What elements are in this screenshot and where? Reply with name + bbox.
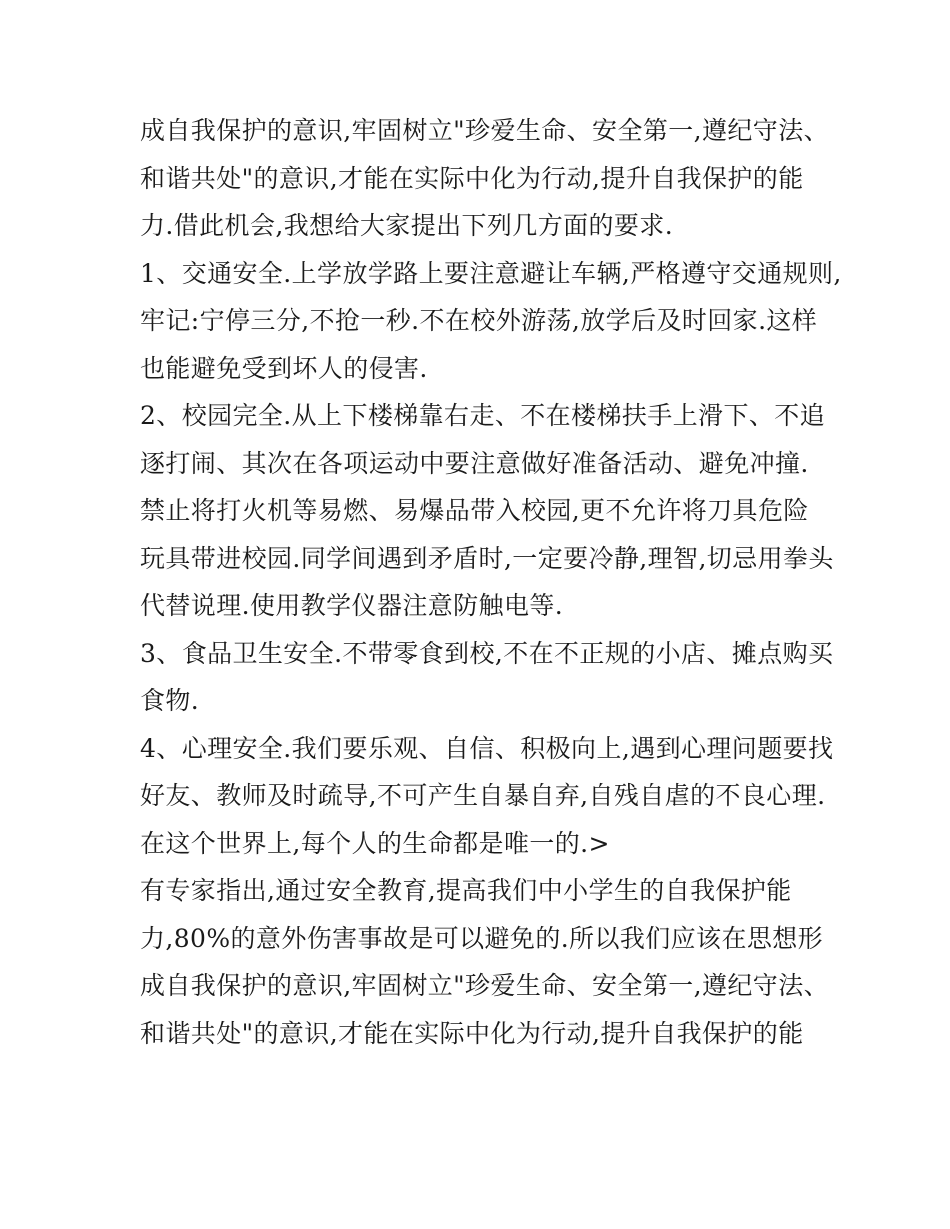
text-line: 逐打闹、其次在各项运动中要注意做好准备活动、避免冲撞. <box>140 448 809 478</box>
text-line: 力,80%的意外伤害事故是可以避免的.所以我们应该在思想形 <box>140 923 824 953</box>
document-body <box>140 107 842 1057</box>
text-line: 玩具带进校园.同学间遇到矛盾时,一定要冷静,理智,切忌用拳头 <box>140 543 834 573</box>
text-line: 和谐共处"的意识,才能在实际中化为行动,提升自我保护的能 <box>140 163 804 193</box>
text-line: 食物. <box>140 686 200 715</box>
text-line: 2、校园完全.从上下楼梯靠右走、不在楼梯扶手上滑下、不追 <box>140 401 826 430</box>
text-line: 力.借此机会,我想给大家提出下列几方面的要求. <box>140 211 674 240</box>
text-line: 好友、教师及时疏导,不可产生自暴自弃,自残自虐的不良心理. <box>140 781 826 810</box>
text-line: 3、食品卫生安全.不带零食到校,不在不正规的小店、摊点购买 <box>140 638 834 668</box>
text-line: 成自我保护的意识,牢固树立"珍爱生命、安全第一,遵纪守法、 <box>140 971 829 1000</box>
text-line: 1、交通安全.上学放学路上要注意避让车辆,严格遵守交通规则, <box>140 258 842 288</box>
text-line: 有专家指出,通过安全教育,提高我们中小学生的自我保护能 <box>140 876 792 905</box>
text-line: 禁止将打火机等易燃、易爆品带入校园,更不允许将刀具危险 <box>140 496 809 525</box>
text-line: 在这个世界上,每个人的生命都是唯一的.> <box>140 828 610 858</box>
text-line: 也能避免受到坏人的侵害. <box>140 353 428 383</box>
text-line: 4、心理安全.我们要乐观、自信、积极向上,遇到心理问题要找 <box>140 733 834 763</box>
text-line: 和谐共处"的意识,才能在实际中化为行动,提升自我保护的能 <box>140 1018 804 1048</box>
text-line: 牢记:宁停三分,不抢一秒.不在校外游荡,放学后及时回家.这样 <box>140 306 818 335</box>
text-line: 成自我保护的意识,牢固树立"珍爱生命、安全第一,遵纪守法、 <box>140 116 829 145</box>
text-line: 代替说理.使用教学仪器注意防触电等. <box>140 591 564 620</box>
